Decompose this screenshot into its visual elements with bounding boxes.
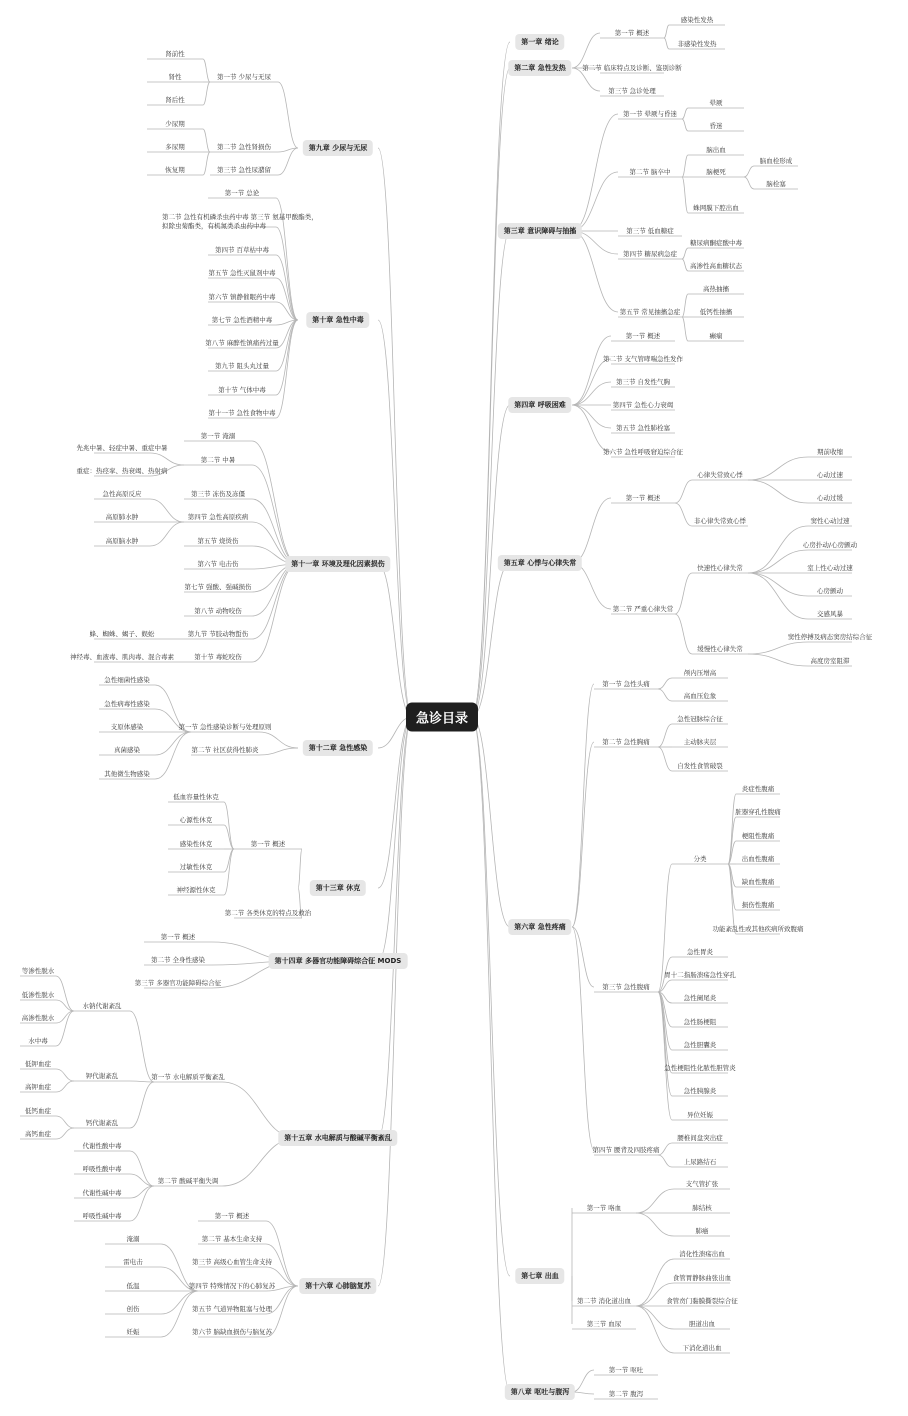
section-node[interactable]: 第二节 腹泻 (608, 1390, 644, 1398)
connector (675, 573, 692, 614)
subtopic-node[interactable]: 脑栓塞 (766, 180, 786, 188)
section-node[interactable]: 第二节 支气管哮喘急性发作 (602, 355, 684, 363)
connector (572, 1370, 594, 1392)
topic-node[interactable]: 妊娠 (126, 1328, 140, 1336)
connector (276, 320, 298, 371)
section-node[interactable]: 第四节 百草枯中毒 (214, 246, 270, 254)
connector (664, 38, 669, 49)
connector (572, 498, 611, 563)
connector (252, 499, 298, 564)
topic-node[interactable]: 支气管扩张 (685, 1180, 719, 1188)
section-node[interactable]: 第二节 中暑 (200, 456, 236, 464)
topic-node[interactable]: 快速性心律失常 (697, 564, 743, 572)
topic-node[interactable]: 低钙性抽搐 (699, 308, 733, 316)
chapter-node[interactable]: 第十二章 急性感染 (303, 740, 373, 756)
connector (298, 849, 302, 888)
topic-node[interactable]: 少尿期 (165, 120, 185, 128)
chapter-node[interactable]: 第十章 急性中毒 (306, 312, 369, 328)
section-node[interactable]: 第二节 社区获得性肺炎 (191, 746, 259, 754)
topic-node[interactable]: 食管贲门黏膜撕裂综合征 (666, 1297, 738, 1305)
connector (276, 320, 298, 395)
topic-node[interactable]: 代谢性酸中毒 (82, 1142, 122, 1150)
connector (252, 465, 298, 564)
section-node[interactable]: 第一节 概述 (250, 840, 286, 848)
topic-node[interactable]: 肾性 (168, 73, 182, 81)
section-node[interactable]: 第五节 烧烫伤 (197, 537, 239, 545)
section-node[interactable]: 第二节 急性胸痛 (602, 738, 650, 746)
section-node[interactable]: 第六节 急性呼吸窘迫综合征 (602, 448, 684, 456)
connector (636, 1213, 674, 1236)
topic-node[interactable]: 急性冠脉综合征 (677, 715, 723, 723)
section-node[interactable]: 第一节 咯血 (586, 1204, 622, 1212)
chapter-node[interactable]: 第十五章 水电解质与酸碱平衡紊乱 (278, 1130, 397, 1146)
topic-node[interactable]: 缓慢性心律失常 (697, 645, 743, 653)
topic-node[interactable]: 脑梗死 (706, 168, 726, 176)
subtopic-node[interactable]: 期前收缩 (817, 448, 843, 456)
topic-node[interactable]: 代谢性碱中毒 (82, 1189, 122, 1197)
section-node[interactable]: 第二节 临床特点及诊断、鉴别诊断 (582, 64, 682, 72)
section-node[interactable]: 第二节 基本生命支持 (201, 1235, 263, 1243)
topic-node[interactable]: 消化性溃疡出血 (679, 1250, 725, 1258)
section-node[interactable]: 第三节 急性腹痛 (602, 983, 650, 991)
connector (658, 724, 672, 747)
connector (748, 457, 808, 480)
section-node[interactable]: 第四节 特殊情况下的心肺复苏 (188, 1282, 276, 1290)
topic-node[interactable]: 急性胆囊炎 (683, 1041, 717, 1049)
connector (130, 1186, 154, 1198)
section-node[interactable]: 第三节 急性尿潴留 (216, 166, 272, 174)
connector (748, 654, 808, 666)
subtopic-node[interactable]: 功能紊乱性或其他疾病所致腹痛 (712, 925, 804, 933)
subtopic-node[interactable]: 心动过缓 (817, 494, 843, 502)
topic-node[interactable]: 水钠代谢紊乱 (82, 1002, 122, 1010)
connector (748, 480, 808, 503)
connector (636, 1189, 674, 1213)
subtopic-node[interactable]: 低钙血症 (25, 1107, 51, 1115)
connector (203, 59, 210, 82)
topic-node[interactable]: 晕厥 (709, 99, 723, 107)
subtopic-node[interactable]: 低钾血症 (25, 1060, 51, 1068)
section-node[interactable]: 第二节 脑卒中 (629, 168, 671, 176)
section-node[interactable]: 第一节 急性头痛 (602, 680, 650, 688)
section-node[interactable]: 第六节 脑缺血损伤与脑复苏 (191, 1328, 273, 1336)
connector (150, 499, 184, 522)
section-node[interactable]: 第一节 概述 (160, 933, 196, 941)
section-node[interactable]: 第二节 急性有机磷杀虫药中毒 第三节 氨基甲酸酯类，拟除虫菊酯类，有机氮类杀虫药中毒 (162, 213, 318, 230)
connector (572, 114, 618, 231)
topic-node[interactable]: 肾前性 (165, 50, 185, 58)
topic-node[interactable]: 钙代谢紊乱 (85, 1119, 119, 1127)
connector (748, 642, 808, 654)
topic-node[interactable]: 非感染性发热 (677, 40, 717, 48)
connector (572, 405, 611, 452)
connector (130, 1011, 154, 1082)
topic-node[interactable]: 急性胃炎 (687, 948, 713, 956)
topic-node[interactable]: 先兆中暑、轻症中暑、重症中暑 (76, 444, 168, 452)
section-node[interactable]: 第三节 多器官功能障碍综合征 (134, 979, 222, 987)
subtopic-node[interactable]: 缺血性腹痛 (741, 878, 775, 886)
topic-node[interactable]: 急性高原反应 (102, 490, 142, 498)
subtopic-node[interactable]: 水中毒 (28, 1037, 48, 1045)
connector (682, 177, 688, 213)
connector (748, 573, 808, 596)
connector (572, 336, 611, 405)
connector (664, 25, 669, 38)
connector (130, 1151, 154, 1186)
topic-node[interactable]: 呼吸性酸中毒 (82, 1165, 122, 1173)
section-node[interactable]: 第一节 概述 (614, 29, 650, 37)
section-node[interactable]: 第一节 急性感染诊断与处理原则 (178, 723, 272, 731)
topic-node[interactable]: 高血压危象 (683, 692, 717, 700)
connector (675, 480, 692, 503)
connector (130, 1186, 154, 1221)
section-node[interactable]: 第九节 节肢动物蜇伤 (187, 630, 249, 638)
subtopic-node[interactable]: 炎症性腹痛 (741, 785, 775, 793)
topic-node[interactable]: 分类 (693, 855, 707, 863)
topic-node[interactable]: 自发性食管破裂 (677, 762, 723, 770)
topic-node[interactable]: 胆道出血 (689, 1320, 715, 1328)
connector (572, 405, 611, 428)
connector (658, 678, 672, 689)
connector (252, 564, 298, 639)
connector (572, 231, 618, 312)
connector (56, 1081, 74, 1092)
subtopic-node[interactable]: 等渗性脱水 (21, 967, 55, 975)
connector (130, 1081, 154, 1082)
connector (203, 152, 210, 175)
connector (682, 108, 688, 119)
section-node[interactable]: 第五节 常见抽搐急症 (619, 308, 681, 316)
connector (572, 359, 611, 405)
connector (682, 155, 688, 177)
section-node[interactable]: 第四节 糖尿病急症 (622, 250, 678, 258)
connector (276, 227, 298, 320)
chapter-node[interactable]: 第三章 意识障碍与抽搐 (498, 223, 582, 239)
connector (378, 148, 412, 717)
connector (682, 119, 688, 131)
connector (224, 849, 234, 895)
topic-node[interactable]: 心源性休克 (179, 816, 213, 824)
connector (682, 259, 688, 271)
topic-node[interactable]: 感染性发热 (680, 16, 714, 24)
section-node[interactable]: 第八节 麻醉性镇痛药过量 (205, 339, 279, 347)
section-node[interactable]: 第二节 全身性感染 (150, 956, 206, 964)
section-node[interactable]: 第三节 低血糖症 (626, 227, 674, 235)
topic-node[interactable]: 多尿期 (165, 143, 185, 151)
topic-node[interactable]: 真菌感染 (114, 746, 140, 754)
topic-node[interactable]: 钾代谢紊乱 (85, 1072, 119, 1080)
connector (682, 294, 688, 317)
subtopic-node[interactable]: 脏器穿孔性腹痛 (735, 808, 781, 816)
connector (56, 1069, 74, 1081)
section-node[interactable]: 第九节 阻头丸过量 (214, 362, 270, 370)
connector (130, 1174, 154, 1186)
subtopic-node[interactable]: 损伤性腹痛 (741, 901, 775, 909)
subtopic-node[interactable]: 窦性停搏及病态窦房结综合征 (787, 633, 873, 641)
chapter-node[interactable]: 第八章 呕吐与腹泻 (505, 1384, 575, 1400)
section-node[interactable]: 第六节 电击伤 (197, 560, 239, 568)
connector (155, 732, 191, 779)
connector (748, 526, 808, 573)
topic-node[interactable]: 神经源性休克 (176, 886, 216, 894)
section-node[interactable]: 第一节 概述 (625, 494, 661, 502)
subtopic-node[interactable]: 高钾血症 (25, 1083, 51, 1091)
connector (472, 717, 510, 1276)
section-node[interactable]: 第三节 急诊处理 (608, 87, 656, 95)
section-node[interactable]: 第三节 高级心血管生命支持 (191, 1258, 273, 1266)
section-node[interactable]: 第四节 急性高原疾病 (187, 513, 249, 521)
chapter-node[interactable]: 第二章 急性发热 (508, 60, 571, 76)
section-node[interactable]: 第三节 血尿 (586, 1320, 622, 1328)
section-node[interactable]: 第六节 镇静催眠药中毒 (208, 293, 276, 301)
topic-node[interactable]: 高原脑水肿 (105, 537, 139, 545)
topic-node[interactable]: 肾后性 (165, 96, 185, 104)
topic-node[interactable]: 急性胰腺炎 (683, 1087, 717, 1095)
subtopic-node[interactable]: 心房颤动 (817, 587, 843, 595)
connector (203, 129, 210, 152)
topic-node[interactable]: 食管胃静脉曲张出血 (672, 1274, 732, 1282)
connector (744, 177, 754, 189)
subtopic-node[interactable]: 出血性腹痛 (741, 855, 775, 863)
root-node[interactable]: 急诊目录 (406, 703, 478, 732)
topic-node[interactable]: 低温 (126, 1282, 140, 1290)
topic-node[interactable]: 恢复期 (165, 166, 185, 174)
topic-node[interactable]: 高渗性高血糖状态 (690, 262, 742, 270)
topic-node[interactable]: 脑出血 (706, 146, 726, 154)
section-node[interactable]: 第一节 少尿与无尿 (216, 73, 272, 81)
subtopic-node[interactable]: 交感风暴 (817, 610, 843, 618)
topic-node[interactable]: 感染性休克 (179, 840, 213, 848)
topic-node[interactable]: 癫痫 (709, 332, 723, 340)
topic-node[interactable]: 急性细菌性感染 (104, 676, 150, 684)
connector (572, 1392, 594, 1394)
subtopic-node[interactable]: 脑血栓形成 (759, 157, 793, 165)
topic-node[interactable]: 非心律失常致心悸 (694, 517, 746, 525)
section-node[interactable]: 第十节 毒蛇咬伤 (194, 653, 242, 661)
subtopic-node[interactable]: 高度房室阻滞 (810, 657, 850, 665)
topic-node[interactable]: 胃十二指肠溃疡急性穿孔 (664, 971, 736, 979)
section-node[interactable]: 第五节 气道异物阻塞与处理 (191, 1305, 273, 1313)
topic-node[interactable]: 淹溺 (126, 1235, 140, 1243)
topic-node[interactable]: 昏迷 (709, 122, 723, 130)
topic-node[interactable]: 创伤 (126, 1305, 140, 1313)
connector (259, 748, 298, 755)
connector (658, 747, 672, 771)
topic-node[interactable]: 异位妊娠 (687, 1111, 713, 1119)
connector (259, 732, 298, 748)
subtopic-node[interactable]: 梗阻性腹痛 (741, 832, 775, 840)
subtopic-node[interactable]: 室上性心动过速 (807, 564, 853, 572)
section-node[interactable]: 第一节 概述 (625, 332, 661, 340)
topic-node[interactable]: 急性肠梗阻 (683, 1018, 717, 1026)
section-node[interactable]: 第二节 酸碱平衡失调 (157, 1177, 219, 1185)
connector (56, 1011, 74, 1046)
connector (572, 172, 618, 231)
connector (658, 1155, 672, 1167)
section-node[interactable]: 第十节 气体中毒 (218, 386, 266, 394)
connector (130, 1082, 154, 1128)
connector (150, 453, 184, 465)
connector (252, 441, 298, 564)
topic-node[interactable]: 主动脉夹层 (683, 738, 717, 746)
section-node[interactable]: 第二节 急性肾损伤 (216, 143, 272, 151)
topic-node[interactable]: 其他微生物感染 (104, 770, 150, 778)
chapter-node[interactable]: 第七章 出血 (515, 1268, 564, 1284)
connector (203, 82, 210, 105)
topic-node[interactable]: 心律失常致心悸 (697, 471, 743, 479)
section-node[interactable]: 第一节 总论 (224, 189, 260, 197)
connector (378, 320, 412, 717)
connector (472, 68, 510, 717)
connector (748, 573, 808, 619)
section-node[interactable]: 第三节 自发性气胸 (615, 378, 671, 386)
connector (572, 742, 594, 927)
chapter-node[interactable]: 第十三章 休克 (310, 880, 366, 896)
connector (675, 614, 692, 654)
topic-node[interactable]: 支原体感染 (110, 723, 144, 731)
topic-node[interactable]: 腰椎间盘突出症 (677, 1134, 723, 1142)
topic-node[interactable]: 蛛网膜下腔出血 (693, 204, 739, 212)
topic-node[interactable]: 肺结核 (692, 1204, 712, 1212)
section-node[interactable]: 第一节 呕吐 (608, 1366, 644, 1374)
topic-node[interactable]: 急性梗阻性化脓性胆管炎 (664, 1064, 736, 1072)
topic-node[interactable]: 急性阑尾炎 (683, 994, 717, 1002)
connector (472, 717, 510, 927)
section-node[interactable]: 第七节 强酸、强碱损伤 (184, 583, 252, 591)
topic-node[interactable]: 糖尿病酮症酸中毒 (690, 239, 742, 247)
topic-node[interactable]: 神经毒、血液毒、肌肉毒、混合毒素 (70, 653, 174, 661)
subtopic-node[interactable]: 心房扑动/心房颤动 (802, 541, 858, 549)
section-node[interactable]: 第一节 晕厥与昏迷 (622, 110, 678, 118)
chapter-node[interactable]: 第一章 绪论 (515, 34, 564, 50)
topic-node[interactable]: 肺癌 (695, 1227, 709, 1235)
connector (276, 278, 298, 320)
connector (278, 82, 298, 148)
connector (748, 550, 808, 573)
connector (472, 231, 510, 717)
connector (658, 1143, 672, 1155)
connector (682, 317, 688, 341)
section-node[interactable]: 第二节 消化道出血 (576, 1297, 632, 1305)
section-node[interactable]: 第四节 急性心力衰竭 (612, 401, 674, 409)
chapter-node[interactable]: 第十一章 环境及理化因素损伤 (285, 556, 390, 572)
connector (252, 564, 298, 662)
subtopic-node[interactable]: 低渗性脱水 (21, 991, 55, 999)
subtopic-node[interactable]: 高渗性脱水 (21, 1014, 55, 1022)
section-node[interactable]: 第一节 水电解质平衡紊乱 (151, 1073, 225, 1081)
connector (572, 927, 594, 1150)
section-node[interactable]: 第四节 腰背及四肢疼痛 (592, 1146, 660, 1154)
chapter-node[interactable]: 第六章 急性疼痛 (508, 919, 571, 935)
topic-node[interactable]: 呼吸性碱中毒 (82, 1212, 122, 1220)
connector (378, 717, 412, 888)
topic-node[interactable]: 高原肺水肿 (105, 513, 139, 521)
section-node[interactable]: 第一节 概述 (214, 1212, 250, 1220)
connector (56, 1116, 74, 1128)
topic-node[interactable]: 颅内压增高 (683, 669, 717, 677)
topic-node[interactable]: 急性病毒性感染 (104, 700, 150, 708)
topic-node[interactable]: 下消化道出血 (682, 1344, 722, 1352)
connector (572, 33, 600, 68)
topic-node[interactable]: 过敏性休克 (179, 863, 213, 871)
subtopic-node[interactable]: 心动过速 (817, 471, 843, 479)
topic-node[interactable]: 上尿路结石 (683, 1158, 717, 1166)
chapter-node[interactable]: 第十六章 心肺脑复苏 (299, 1278, 376, 1294)
connector (658, 689, 672, 701)
topic-node[interactable]: 蜂、蜘蛛、蝎子、蜈蚣 (89, 630, 155, 638)
connector (56, 1128, 74, 1139)
connector (572, 382, 611, 405)
section-node[interactable]: 第三节 冻伤及冻僵 (190, 490, 246, 498)
connector (378, 564, 412, 717)
connector (572, 684, 594, 927)
connector (150, 522, 184, 546)
section-node[interactable]: 第七节 急性酒精中毒 (211, 316, 273, 324)
section-node[interactable]: 第一节 淹溺 (200, 432, 236, 440)
section-node[interactable]: 第二节 各类休克的特点及救治 (224, 909, 312, 917)
section-node[interactable]: 第十一节 急性食物中毒 (208, 409, 276, 417)
connector (682, 248, 688, 259)
connector (636, 1306, 674, 1353)
connector (155, 732, 191, 755)
chapter-node[interactable]: 第五章 心悸与心律失常 (498, 555, 582, 571)
chapter-node[interactable]: 第九章 少尿与无尿 (303, 140, 373, 156)
connector (744, 166, 754, 177)
connector (636, 1306, 674, 1329)
section-node[interactable]: 第五节 急性灭鼠剂中毒 (208, 269, 276, 277)
subtopic-node[interactable]: 窦性心动过速 (810, 517, 850, 525)
section-node[interactable]: 第八节 动物咬伤 (194, 607, 242, 615)
chapter-node[interactable]: 第四章 呼吸困难 (508, 397, 571, 413)
chapter-node[interactable]: 第十四章 多器官功能障碍综合征 MODS (269, 953, 408, 969)
section-node[interactable]: 第二节 严重心律失常 (612, 605, 674, 613)
connector (675, 503, 692, 526)
topic-node[interactable]: 高热抽搐 (703, 285, 729, 293)
topic-node[interactable]: 低血容量性休克 (173, 793, 219, 801)
subtopic-node[interactable]: 高钙血症 (25, 1130, 51, 1138)
topic-node[interactable]: 雷电击 (123, 1258, 143, 1266)
topic-node[interactable]: 重症：热痉挛、热衰竭、热射病 (76, 467, 168, 475)
connector (378, 717, 412, 1138)
section-node[interactable]: 第五节 急性肺栓塞 (615, 424, 671, 432)
